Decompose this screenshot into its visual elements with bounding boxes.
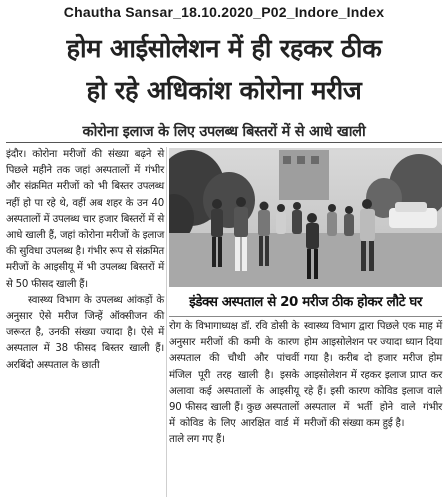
news-photo [169,148,442,287]
subheadline: कोरोना इलाज के लिए उपलब्ध बिस्तरों में से आधे खाली [82,124,366,140]
article-column-left [6,147,164,374]
article-paragraph-1: इंदौर। कोरोना मरीजों की संख्या बढ़ने से पिछले महीने तक जहां अस्पतालों में गंभीर और संक्रमित मरीजों को भी बिस्तर उपलब्ध नहीं हो पा रहे थे, वहीं अब शहर के उन 40 अस्पतालों में उपलब्ध चार हजार बिस्तरों में से आधे खाली हैं, जहां कोरोना मरीजों के इलाज की सुविधा उपलब्ध है। गंभीर रूप से संक्रमित मरीजों के आइसीयू में भी उपलब्ध बिस्तरों में से 50 फीसद खाली हैं। [6,149,164,290]
news-photo-illustration [169,148,442,287]
headline-line-1: होम आईसोलेशन में ही रहकर ठीक [66,34,382,64]
page-label: Chautha Sansar_18.10.2020_P02_Indore_Index [63,4,385,20]
photo-caption-bar [169,287,442,317]
photo-caption: इंडेक्स अस्पताल से 20 मरीज ठीक होकर लौटे घर [189,295,422,310]
headline-line-2: हो रहे अधिकांश कोरोना मरीज [86,76,362,106]
article-paragraph-3: रोग के विभागाध्यक्ष डॉ. रवि डोसी के अनुसार मरीजों की कमी के कारण अस्पताल की चौथी और पांचवीं मंजिल पूरी तरह खाली है। इसके अलावा कई अस्पतालों के आइसीयू 90 फीसद खाली हैं। कुछ अस्पतालों में कोविड के लिए आरक्षित वार्ड में ताले लग गए हैं। [169,321,299,446]
article-paragraph-2: स्वास्थ्य विभाग के उपलब्ध आंकड़ों के अनुसार ऐसे मरीज जिन्हें ऑक्सीजन की जरूरत है, उनकी संख्या ज्यादा है। ऐसे में अस्पताल में 38 फीसद बिस्तर खाली हैं। अरबिंदो अस्पताल के छाती [6,294,164,371]
subheadline-rule [6,142,442,143]
headline [6,28,442,112]
article-column-middle [169,319,299,449]
article-paragraph-4: स्वास्थ्य विभाग द्वारा पिछले एक माह में होम आइसोलेशन पर ज्यादा ध्यान दिया गया है। करीब दो हजार मरीज होम आइसोलेशन में रहकर इलाज प्राप्त कर रहे हैं। इसी कारण कोविड इलाज वाले अस्पताल में भर्ती होने वाले गंभीर मरीजों की संख्या कम हुई है। [304,321,442,430]
article-column-right [304,319,442,432]
column-divider [166,147,167,497]
